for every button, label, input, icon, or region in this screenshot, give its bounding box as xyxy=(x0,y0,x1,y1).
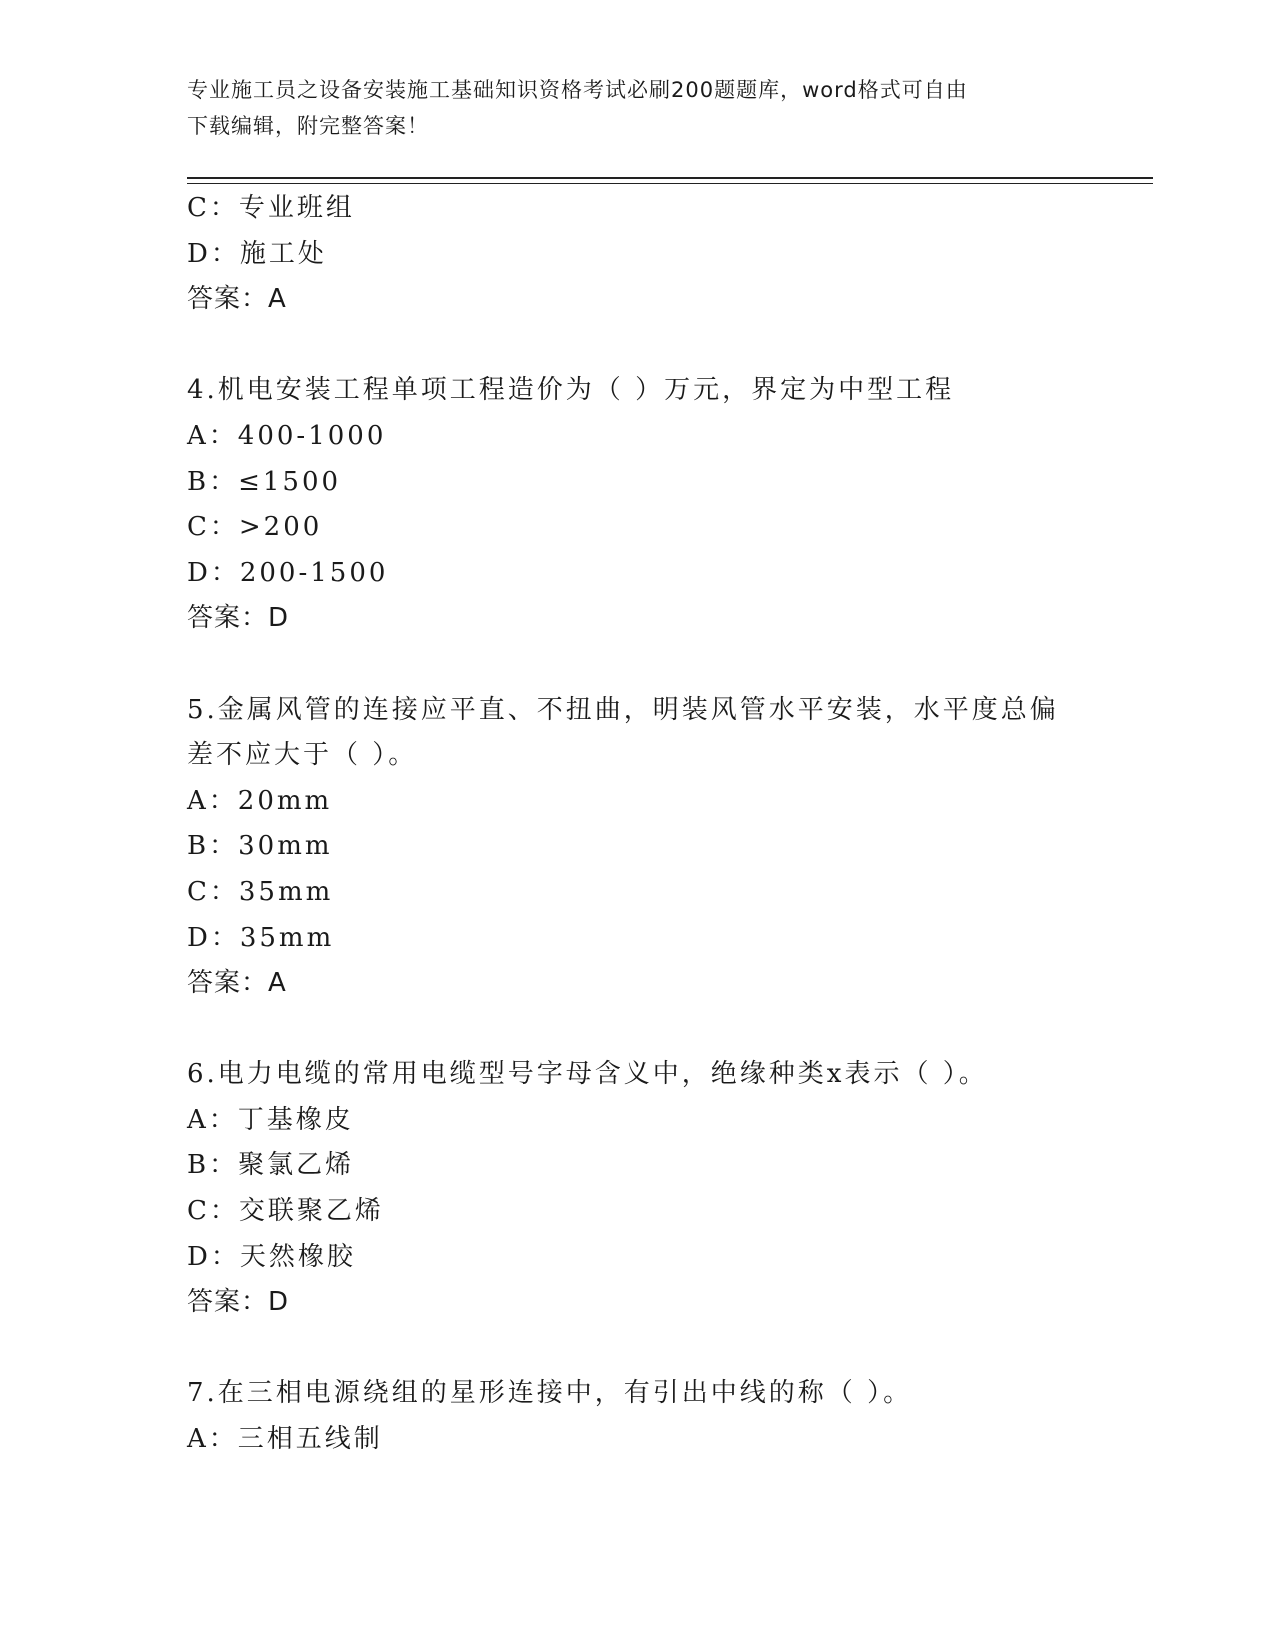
option-c: C：>200 xyxy=(187,512,323,543)
question-stem-continued: 差不应大于（ ）。 xyxy=(187,740,418,771)
answer-line: 答案：D xyxy=(187,1287,290,1318)
option-a: A：20mm xyxy=(187,785,333,816)
option-b: B：30mm xyxy=(187,831,333,862)
option-a: A：三相五线制 xyxy=(187,1424,383,1455)
option-c: C：35mm xyxy=(187,876,334,907)
option-d: D：施工处 xyxy=(187,238,327,269)
question-7 xyxy=(187,1371,1087,1462)
spacer xyxy=(187,323,1087,369)
answer-line: 答案：D xyxy=(187,603,290,634)
option-d: D：天然橡胶 xyxy=(187,1241,356,1272)
question-4 xyxy=(187,368,1087,642)
header-divider-thick xyxy=(187,177,1153,179)
header-line-2: 下载编辑，附完整答案！ xyxy=(187,114,429,138)
option-a: A：400-1000 xyxy=(187,420,387,451)
option-d: D：200-1500 xyxy=(187,557,389,588)
option-a: A：丁基橡皮 xyxy=(187,1104,354,1135)
question-stem: 6.电力电缆的常用电缆型号字母含义中，绝缘种类x表示（ ）。 xyxy=(187,1059,988,1090)
option-c: C：专业班组 xyxy=(187,193,355,223)
spacer xyxy=(187,1326,1087,1372)
spacer xyxy=(187,1007,1087,1053)
question-5 xyxy=(187,688,1087,1007)
option-b: B：聚氯乙烯 xyxy=(187,1150,355,1181)
question-list xyxy=(187,186,1087,1463)
option-b: B：≤1500 xyxy=(187,466,342,497)
header-divider-thin xyxy=(187,183,1153,184)
answer-line: 答案：A xyxy=(187,284,287,315)
question-3-continuation xyxy=(187,186,1087,323)
spacer xyxy=(187,642,1087,688)
answer-line: 答案：A xyxy=(187,968,287,999)
document-header xyxy=(187,72,1067,144)
question-stem: 5.金属风管的连接应平直、不扭曲，明装风管水平安装，水平度总偏 xyxy=(187,694,1059,725)
question-stem: 4.机电安装工程单项工程造价为（ ）万元，界定为中型工程 xyxy=(187,375,955,406)
option-c: C：交联聚乙烯 xyxy=(187,1196,384,1227)
option-d: D：35mm xyxy=(187,922,335,953)
question-6 xyxy=(187,1052,1087,1326)
question-stem: 7.在三相电源绕组的星形连接中，有引出中线的称（ ）。 xyxy=(187,1378,913,1409)
header-line-1: 专业施工员之设备安装施工基础知识资格考试必刷200题题库，word格式可自由 xyxy=(187,78,968,102)
